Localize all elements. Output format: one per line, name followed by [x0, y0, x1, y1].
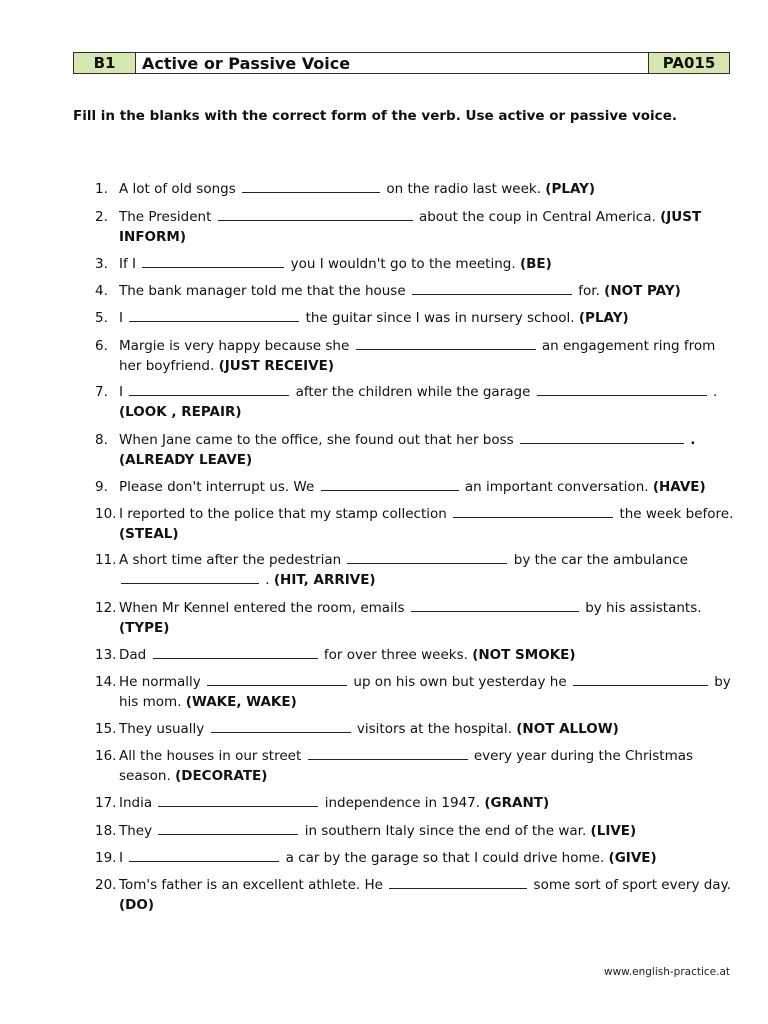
item-text: The bank manager told me that the house: [119, 283, 406, 299]
item-text: They: [119, 823, 153, 839]
item-text: I: [119, 850, 123, 866]
answer-blank[interactable]: [321, 477, 459, 491]
item-number: 2.: [95, 209, 108, 225]
verb-hint: (DO): [119, 897, 155, 913]
item-text: A short time after the pedestrian: [119, 552, 342, 568]
answer-blank[interactable]: [211, 719, 351, 733]
verb-hint: (JUST INFORM): [119, 209, 702, 245]
exercise-item: [95, 477, 735, 497]
item-text: He normally: [119, 674, 201, 690]
worksheet-title: Active or Passive Voice: [136, 53, 649, 73]
item-number: 4.: [95, 283, 108, 299]
answer-blank[interactable]: [356, 336, 536, 350]
exercise-item: [95, 848, 735, 868]
answer-blank[interactable]: [129, 848, 279, 862]
item-text: a car by the garage so that I could drive home.: [285, 850, 605, 866]
answer-blank[interactable]: [537, 382, 707, 396]
exercise-item: [95, 719, 735, 739]
answer-blank[interactable]: [573, 672, 708, 686]
verb-hint: (ALREADY LEAVE): [119, 452, 253, 468]
item-text: by his assistants.: [585, 600, 702, 616]
exercise-item: [95, 746, 735, 786]
verb-hint: (HIT, ARRIVE): [273, 572, 376, 588]
item-text: .: [690, 432, 696, 448]
verb-hint: (LOOK , REPAIR): [119, 404, 242, 420]
exercise-item: [95, 550, 735, 590]
exercise-item: [95, 645, 735, 665]
exercise-item: [95, 793, 735, 813]
item-text: by the car the ambulance: [513, 552, 688, 568]
item-number: 12.: [95, 600, 117, 616]
verb-hint: (HAVE): [652, 479, 706, 495]
answer-blank[interactable]: [412, 281, 572, 295]
answer-blank[interactable]: [242, 179, 380, 193]
item-text: Dad: [119, 647, 147, 663]
exercise-item: [95, 672, 735, 712]
answer-blank[interactable]: [520, 430, 684, 444]
answer-blank[interactable]: [411, 598, 579, 612]
item-number: 20.: [95, 877, 117, 893]
item-number: 5.: [95, 310, 108, 326]
item-number: 15.: [95, 721, 117, 737]
exercise-item: [95, 179, 735, 199]
item-text: They usually: [119, 721, 205, 737]
verb-hint: (NOT ALLOW): [516, 721, 619, 737]
verb-hint: (PLAY): [578, 310, 629, 326]
answer-blank[interactable]: [453, 504, 613, 518]
item-text: If I: [119, 256, 137, 272]
item-text: I: [119, 310, 123, 326]
item-number: 6.: [95, 338, 108, 354]
item-text: Please don't interrupt us. We: [119, 479, 315, 495]
item-number: 7.: [95, 384, 108, 400]
item-text: I reported to the police that my stamp collection: [119, 506, 447, 522]
item-text: every year during the Christmas season.: [119, 748, 694, 784]
item-text: Margie is very happy because she: [119, 338, 350, 354]
item-text: All the houses in our street: [119, 748, 302, 764]
item-text: Tom's father is an excellent athlete. He: [119, 877, 383, 893]
item-text: for over three weeks.: [323, 647, 468, 663]
exercise-item: [95, 382, 735, 422]
item-text: .: [265, 572, 270, 588]
website-footer: www.english-practice.at: [603, 966, 730, 978]
item-text: A lot of old songs: [119, 181, 236, 197]
item-number: 17.: [95, 795, 117, 811]
worksheet-header: [73, 52, 730, 74]
answer-blank[interactable]: [129, 382, 289, 396]
exercise-item: [95, 336, 735, 376]
item-text: the week before.: [619, 506, 734, 522]
item-number: 3.: [95, 256, 108, 272]
item-number: 10.: [95, 506, 117, 522]
item-text: independence in 1947.: [324, 795, 481, 811]
item-text: for.: [578, 283, 600, 299]
verb-hint: (WAKE, WAKE): [185, 694, 297, 710]
answer-blank[interactable]: [142, 254, 284, 268]
item-text: about the coup in Central America.: [418, 209, 656, 225]
item-text: .: [713, 384, 718, 400]
item-number: 14.: [95, 674, 117, 690]
item-text: I: [119, 384, 123, 400]
answer-blank[interactable]: [389, 875, 527, 889]
item-text: When Mr Kennel entered the room, emails: [119, 600, 405, 616]
item-text: up on his own but yesterday he: [353, 674, 567, 690]
item-text: an important conversation.: [464, 479, 649, 495]
exercise-item: [95, 875, 735, 915]
instructions: Fill in the blanks with the correct form of the verb. Use active or passive voice.: [73, 108, 677, 124]
exercise-item: [95, 430, 735, 470]
item-text: after the children while the garage: [295, 384, 531, 400]
verb-hint: (GRANT): [484, 795, 550, 811]
answer-blank[interactable]: [158, 793, 318, 807]
item-number: 13.: [95, 647, 117, 663]
item-text: some sort of sport every day.: [533, 877, 731, 893]
exercise-item: [95, 308, 735, 328]
item-number: 1.: [95, 181, 108, 197]
item-number: 16.: [95, 748, 117, 764]
worksheet-code: PA015: [649, 53, 729, 73]
exercise-item: [95, 281, 735, 301]
verb-hint: (DECORATE): [175, 768, 268, 784]
verb-hint: (BE): [519, 256, 552, 272]
item-number: 8.: [95, 432, 108, 448]
answer-blank[interactable]: [308, 746, 468, 760]
exercise-item: [95, 598, 735, 638]
verb-hint: (GIVE): [608, 850, 657, 866]
verb-hint: (LIVE): [590, 823, 637, 839]
exercise-item: [95, 821, 735, 841]
verb-hint: (JUST RECEIVE): [218, 358, 335, 374]
answer-blank[interactable]: [153, 645, 318, 659]
item-text: India: [119, 795, 153, 811]
item-text: The President: [119, 209, 212, 225]
answer-blank[interactable]: [121, 570, 259, 584]
answer-blank[interactable]: [347, 550, 507, 564]
item-text: visitors at the hospital.: [356, 721, 512, 737]
verb-hint: (NOT PAY): [604, 283, 681, 299]
verb-hint: (PLAY): [545, 181, 596, 197]
item-text: the guitar since I was in nursery school.: [305, 310, 575, 326]
answer-blank[interactable]: [129, 308, 299, 322]
verb-hint: (NOT SMOKE): [472, 647, 576, 663]
exercise-item: [95, 254, 735, 274]
verb-hint: (TYPE): [119, 620, 170, 636]
item-number: 19.: [95, 850, 117, 866]
level-badge: B1: [74, 53, 136, 73]
item-text: by his mom.: [119, 674, 731, 710]
answer-blank[interactable]: [218, 207, 413, 221]
item-text: on the radio last week.: [386, 181, 541, 197]
item-text: in southern Italy since the end of the war.: [304, 823, 587, 839]
item-text: an engagement ring from her boyfriend.: [119, 338, 716, 374]
answer-blank[interactable]: [158, 821, 298, 835]
exercise-item: [95, 207, 735, 247]
verb-hint: (STEAL): [119, 526, 179, 542]
item-text: you I wouldn't go to the meeting.: [290, 256, 516, 272]
exercise-item: [95, 504, 735, 544]
item-text: When Jane came to the office, she found out that her boss: [119, 432, 514, 448]
item-number: 11.: [95, 552, 117, 568]
item-number: 18.: [95, 823, 117, 839]
answer-blank[interactable]: [207, 672, 347, 686]
item-number: 9.: [95, 479, 108, 495]
